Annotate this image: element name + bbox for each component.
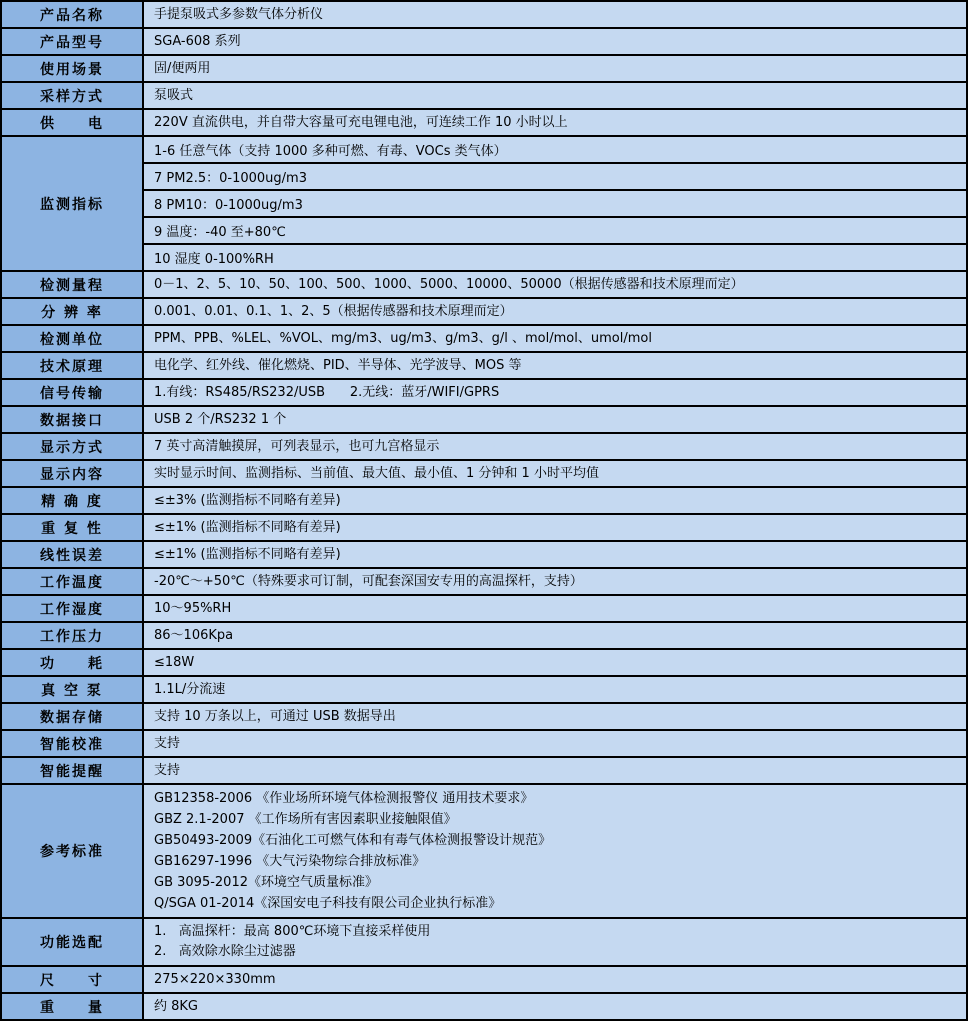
row-label: 使用场景 (2, 56, 144, 81)
row-value: 支持 (154, 763, 181, 778)
row-value: 支持 10 万条以上，可通过 USB 数据导出 (154, 709, 396, 724)
row-detection-unit (2, 324, 966, 351)
row-vacuum-pump (2, 675, 966, 702)
row-value: 0－1、2、5、10、50、100、500、1000、5000、10000、50000（根据传感器和技术原理而定） (154, 277, 744, 292)
row-label: 显示方式 (2, 434, 144, 459)
row-value: 220V 直流供电，并自带大容量可充电锂电池，可连续工作 10 小时以上 (154, 115, 568, 130)
row-usage-scenario (2, 54, 966, 81)
row-dimensions (2, 965, 966, 992)
standard-item: GB50493-2009《石油化工可燃气体和有毒气体检测报警设计规范》 (154, 833, 552, 848)
row-value: 86～106Kpa (154, 628, 234, 643)
row-value: 1.1L/分流速 (154, 682, 226, 697)
indicator-item: 9 温度：-40 至+80℃ (144, 216, 966, 243)
row-signal-transmission (2, 378, 966, 405)
row-label: 线性误差 (2, 542, 144, 567)
row-value: 实时显示时间、监测指标、当前值、最大值、最小值、1 分钟和 1 小时平均值 (154, 466, 599, 481)
row-label: 显示内容 (2, 461, 144, 486)
row-value: PPM、PPB、%LEL、%VOL、mg/m3、ug/m3、g/m3、g/l 、mol/mol、umol/mol (154, 331, 652, 346)
row-value: ≤±3% (监测指标不同略有差异) (154, 493, 341, 508)
row-value: 泵吸式 (154, 88, 194, 103)
indicator-item: 7 PM2.5：0-1000ug/m3 (144, 162, 966, 189)
row-value: ≤±1% (监测指标不同略有差异) (154, 520, 341, 535)
row-value: 10～95%RH (154, 601, 232, 616)
indicator-item: 10 湿度 0-100%RH (144, 243, 966, 270)
row-repeatability (2, 513, 966, 540)
standard-item: GBZ 2.1-2007 《工作场所有害因素职业接触限值》 (154, 812, 457, 827)
row-label: 精 确 度 (2, 488, 144, 513)
row-value: 275×220×330mm (154, 972, 276, 987)
row-value: -20℃～+50℃（特殊要求可订制，可配套深国安专用的高温探杆，支持） (154, 574, 583, 589)
indicator-item: 8 PM10：0-1000ug/m3 (144, 189, 966, 216)
optional-feature-list (144, 919, 966, 965)
optional-item: 2. 高效除水除尘过滤器 (154, 944, 296, 959)
row-label: 智能校准 (2, 731, 144, 756)
row-monitoring-indicators (2, 135, 966, 270)
row-label: 产品型号 (2, 29, 144, 54)
row-sampling-method (2, 81, 966, 108)
row-product-model (2, 27, 966, 54)
row-label: 智能提醒 (2, 758, 144, 783)
row-value: USB 2 个/RS232 1 个 (154, 412, 287, 427)
standard-item: GB16297-1996 《大气污染物综合排放标准》 (154, 854, 426, 869)
row-value: 电化学、红外线、催化燃烧、PID、半导体、光学波导、MOS 等 (154, 358, 522, 373)
row-reference-standards (2, 783, 966, 917)
indicator-item: 1-6 任意气体（支持 1000 多种可燃、有毒、VOCs 类气体） (154, 144, 507, 159)
row-value: ≤±1% (监测指标不同略有差异) (154, 547, 341, 562)
row-smart-calibration (2, 729, 966, 756)
row-label: 工作温度 (2, 569, 144, 594)
row-label: 工作湿度 (2, 596, 144, 621)
row-label: 采样方式 (2, 83, 144, 108)
row-weight (2, 992, 966, 1019)
row-optional-features (2, 917, 966, 965)
row-value: 固/便两用 (154, 61, 211, 76)
row-label: 供 电 (2, 110, 144, 135)
standard-item: GB12358-2006 《作业场所环境气体检测报警仪 通用技术要求》 (154, 791, 534, 806)
row-working-humidity (2, 594, 966, 621)
row-value: 1.有线：RS485/RS232/USB 2.无线：蓝牙/WIFI/GPRS (154, 385, 500, 400)
row-value: 手提泵吸式多参数气体分析仪 (154, 7, 324, 22)
row-product-name (2, 2, 966, 27)
monitoring-indicator-list (144, 137, 966, 270)
row-resolution (2, 297, 966, 324)
standard-item: Q/SGA 01-2014《深国安电子科技有限公司企业执行标准》 (154, 896, 502, 911)
row-data-interface (2, 405, 966, 432)
row-value: ≤18W (154, 655, 195, 670)
row-value: 0.001、0.01、0.1、1、2、5（根据传感器和技术原理而定） (154, 304, 513, 319)
row-value: 约 8KG (154, 999, 199, 1014)
row-label: 检测单位 (2, 326, 144, 351)
row-value: 7 英寸高清触摸屏，可列表显示，也可九宫格显示 (154, 439, 440, 454)
row-data-storage (2, 702, 966, 729)
row-label: 重 量 (2, 994, 144, 1019)
row-linearity-error (2, 540, 966, 567)
standard-item: GB 3095-2012《环境空气质量标准》 (154, 875, 378, 890)
row-label: 信号传输 (2, 380, 144, 405)
row-label: 工作压力 (2, 623, 144, 648)
row-power-supply (2, 108, 966, 135)
row-working-temperature (2, 567, 966, 594)
row-detection-range (2, 270, 966, 297)
row-label: 数据存储 (2, 704, 144, 729)
reference-standard-list (144, 785, 966, 917)
row-label: 产品名称 (2, 2, 144, 27)
row-label: 检测量程 (2, 272, 144, 297)
row-label: 数据接口 (2, 407, 144, 432)
row-label: 尺 寸 (2, 967, 144, 992)
row-technical-principle (2, 351, 966, 378)
row-label: 功能选配 (2, 919, 144, 965)
row-smart-reminder (2, 756, 966, 783)
row-display-content (2, 459, 966, 486)
row-display-mode (2, 432, 966, 459)
row-value: SGA-608 系列 (154, 34, 241, 49)
row-label: 参考标准 (2, 785, 144, 917)
row-label: 技术原理 (2, 353, 144, 378)
row-label: 真 空 泵 (2, 677, 144, 702)
row-label: 分 辨 率 (2, 299, 144, 324)
row-working-pressure (2, 621, 966, 648)
row-accuracy (2, 486, 966, 513)
optional-item: 1. 高温探杆：最高 800℃环境下直接采样使用 (154, 924, 431, 939)
row-power-consumption (2, 648, 966, 675)
row-value: 支持 (154, 736, 181, 751)
row-label: 重 复 性 (2, 515, 144, 540)
row-label: 功 耗 (2, 650, 144, 675)
row-label: 监测指标 (2, 137, 144, 270)
